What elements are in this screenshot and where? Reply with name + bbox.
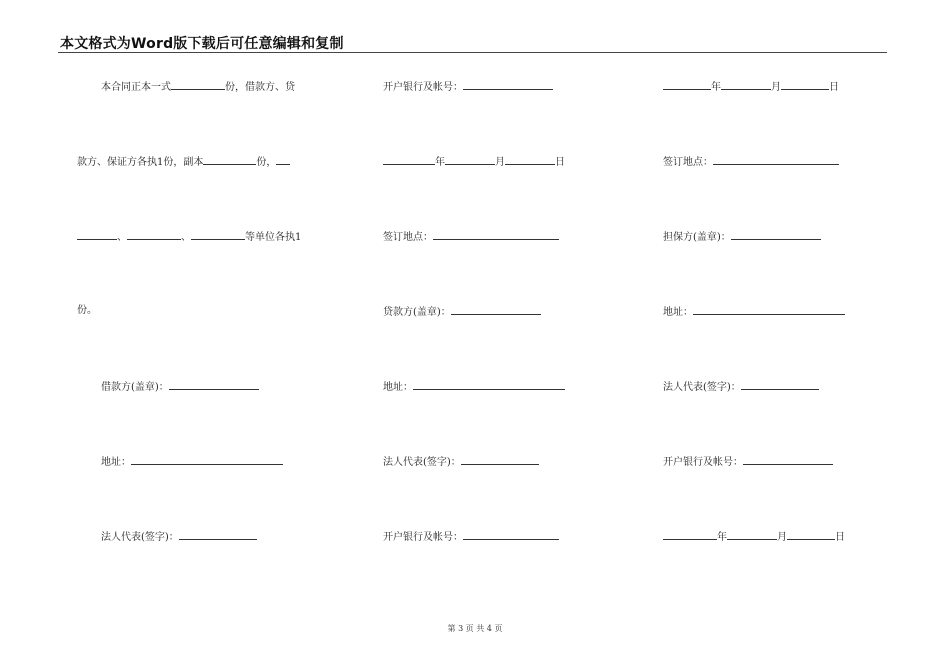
col2-day-label: 日 bbox=[555, 157, 565, 168]
copies-clause-line-1 bbox=[101, 80, 295, 94]
borrower-legal-rep-label: 法人代表(签字)： bbox=[101, 532, 179, 543]
copies-clause-line-2 bbox=[77, 155, 290, 169]
copies-clause-text-2: 份，借款方、贷 bbox=[225, 82, 295, 93]
col3-month-blank[interactable] bbox=[721, 80, 771, 90]
separator-text-2: 、 bbox=[181, 232, 191, 243]
copies-clause-text-5: 等单位各执1 bbox=[245, 232, 302, 243]
guarantor-bank-account-label: 开户银行及帐号： bbox=[663, 457, 743, 468]
col3-day-blank[interactable] bbox=[781, 80, 829, 90]
guarantor-seal-label: 担保方(盖章)： bbox=[663, 232, 731, 243]
col2-signing-place-label: 签订地点： bbox=[383, 232, 433, 243]
party-name-blank-4[interactable] bbox=[191, 230, 245, 240]
lender-address-label: 地址： bbox=[383, 382, 413, 393]
col2-year-label: 年 bbox=[435, 157, 445, 168]
document-header-title: 本文格式为Word版下载后可任意编辑和复制 bbox=[60, 36, 344, 52]
header-divider bbox=[58, 52, 887, 53]
guarantor-legal-rep-label: 法人代表(签字)： bbox=[663, 382, 741, 393]
col2-bank-account-label: 开户银行及帐号： bbox=[383, 82, 463, 93]
lender-legal-rep-field bbox=[383, 455, 539, 469]
copies-clause-line-3 bbox=[77, 230, 301, 244]
party-name-blank-1[interactable] bbox=[276, 155, 290, 165]
lender-legal-rep-blank[interactable] bbox=[461, 455, 539, 465]
borrower-legal-rep-field bbox=[101, 530, 257, 544]
party-name-blank-2[interactable] bbox=[77, 230, 117, 240]
copies-clause-text-3: 款方、保证方各执1份，副本 bbox=[77, 157, 204, 168]
guarantor-legal-rep-blank[interactable] bbox=[741, 380, 819, 390]
lender-seal-blank[interactable] bbox=[451, 305, 541, 315]
col2-year-blank[interactable] bbox=[383, 155, 435, 165]
col3-date-field bbox=[663, 80, 839, 94]
col2-bank-account-field bbox=[383, 80, 553, 94]
guarantor-seal-blank[interactable] bbox=[731, 230, 821, 240]
original-copies-blank[interactable] bbox=[171, 80, 225, 90]
col3-day-label: 日 bbox=[829, 82, 839, 93]
lender-legal-rep-label: 法人代表(签字)： bbox=[383, 457, 461, 468]
col3-month-label: 月 bbox=[771, 82, 781, 93]
col3-signing-place-field bbox=[663, 155, 839, 169]
col3-month-blank-2[interactable] bbox=[727, 530, 777, 540]
guarantor-address-label: 地址： bbox=[663, 307, 693, 318]
col2-signing-place-blank[interactable] bbox=[433, 230, 559, 240]
col3-signing-place-blank[interactable] bbox=[713, 155, 839, 165]
col3-day-label-2: 日 bbox=[835, 532, 845, 543]
col2-signing-place-field bbox=[383, 230, 559, 244]
guarantor-address-blank[interactable] bbox=[693, 305, 845, 315]
borrower-address-field bbox=[101, 455, 283, 469]
borrower-address-blank[interactable] bbox=[131, 455, 283, 465]
col3-year-label-2: 年 bbox=[717, 532, 727, 543]
borrower-address-label: 地址： bbox=[101, 457, 131, 468]
col3-signing-place-label: 签订地点： bbox=[663, 157, 713, 168]
copies-clause-text: 本合同正本一式 bbox=[101, 82, 171, 93]
borrower-seal-blank[interactable] bbox=[169, 380, 259, 390]
page-number-footer: 第 3 页 共 4 页 bbox=[447, 624, 503, 633]
guarantor-seal-field bbox=[663, 230, 821, 244]
col3-month-label-2: 月 bbox=[777, 532, 787, 543]
guarantor-bank-account-blank[interactable] bbox=[743, 455, 833, 465]
col3-date-field-2 bbox=[663, 530, 845, 544]
lender-bank-account-field bbox=[383, 530, 559, 544]
copies-clause-line-4: 份。 bbox=[77, 305, 97, 316]
separator-text: 、 bbox=[117, 232, 127, 243]
col2-date-field bbox=[383, 155, 565, 169]
lender-bank-account-blank[interactable] bbox=[463, 530, 559, 540]
lender-address-field bbox=[383, 380, 565, 394]
col3-day-blank-2[interactable] bbox=[787, 530, 835, 540]
guarantor-bank-account-field bbox=[663, 455, 833, 469]
guarantor-legal-rep-field bbox=[663, 380, 819, 394]
lender-seal-field bbox=[383, 305, 541, 319]
borrower-seal-field bbox=[101, 380, 259, 394]
lender-address-blank[interactable] bbox=[413, 380, 565, 390]
col3-year-blank[interactable] bbox=[663, 80, 711, 90]
lender-seal-label: 贷款方(盖章)： bbox=[383, 307, 451, 318]
borrower-legal-rep-blank[interactable] bbox=[179, 530, 257, 540]
col2-bank-account-blank[interactable] bbox=[463, 80, 553, 90]
duplicate-copies-blank[interactable] bbox=[203, 155, 256, 165]
lender-bank-account-label: 开户银行及帐号： bbox=[383, 532, 463, 543]
col2-month-label: 月 bbox=[495, 157, 505, 168]
col2-month-blank[interactable] bbox=[445, 155, 495, 165]
copies-clause-text-4: 份， bbox=[256, 157, 277, 168]
col2-day-blank[interactable] bbox=[505, 155, 555, 165]
col3-year-label: 年 bbox=[711, 82, 721, 93]
col3-year-blank-2[interactable] bbox=[663, 530, 717, 540]
party-name-blank-3[interactable] bbox=[127, 230, 181, 240]
guarantor-address-field bbox=[663, 305, 845, 319]
borrower-seal-label: 借款方(盖章)： bbox=[101, 382, 169, 393]
